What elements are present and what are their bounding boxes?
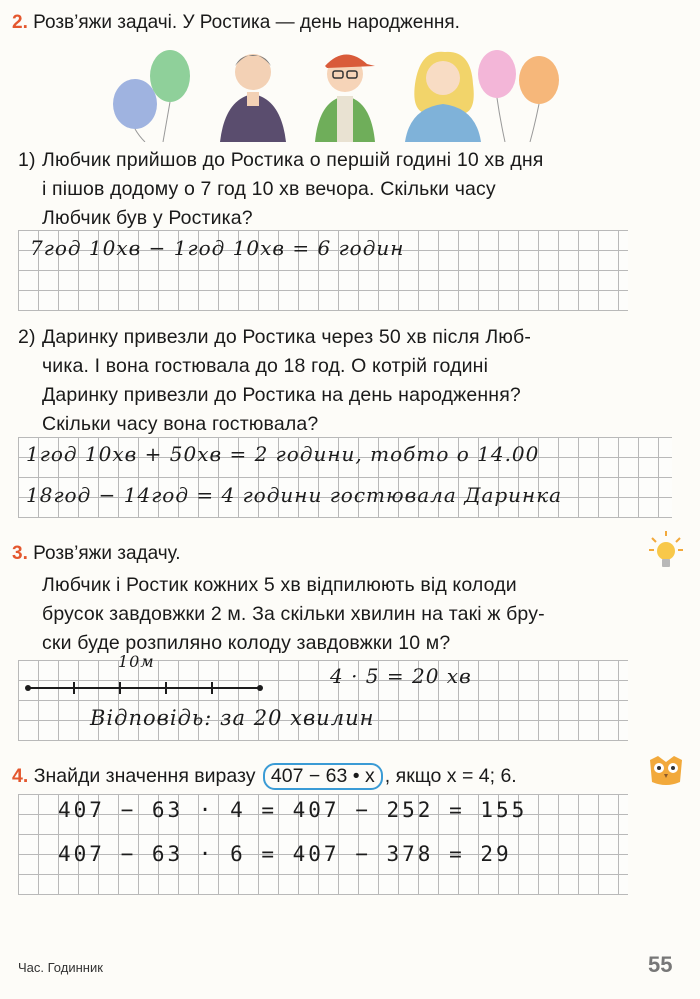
expression-box: 407 − 63 • x: [263, 763, 383, 790]
task4-heading: [12, 763, 517, 790]
sub1-label: 1): [18, 149, 36, 171]
handwritten-answer: Відповідь: за 20 хвилин: [90, 706, 375, 730]
sub1-line: Любчик прийшов до Ростика о першій годині 10 хв дня: [42, 149, 544, 171]
diagram-label: 10м: [118, 652, 155, 671]
handwritten-line: 407 − 63 · 6 = 407 − 378 = 29: [58, 842, 512, 866]
owl-icon: [646, 754, 686, 788]
handwritten-answer: 7год 10хв − 1год 10хв = 6 годин: [30, 236, 405, 260]
task2-heading: [12, 12, 460, 34]
task3-line: ски буде розпиляно колоду завдовжки 10 м?: [42, 632, 451, 654]
task2-title: Розв’яжи задачі. У Ростика — день народження.: [33, 12, 460, 33]
handwritten-answer: 1год 10хв + 50хв = 2 години, тобто о 14.00: [26, 442, 540, 466]
children-illustration: [105, 44, 575, 142]
task3-body: [42, 571, 545, 658]
sub2-line: Даринку привезли до Ростика через 50 хв після Люб-: [42, 326, 532, 348]
task4-number: 4.: [12, 765, 29, 787]
sub2-label: 2): [18, 326, 36, 348]
balloons-icon: [113, 50, 190, 142]
footer-section-title: Час. Годинник: [18, 960, 103, 975]
task3-number: 3.: [12, 543, 28, 564]
task2-sub1: [18, 146, 544, 233]
page-number: 55: [648, 952, 673, 977]
task2-sub2: [18, 323, 531, 439]
handwritten-answer: 18год − 14год = 4 години гостювала Даринка: [26, 483, 563, 507]
task3-title: Розв’яжи задачу.: [33, 543, 181, 564]
handwritten-calc: 4 · 5 = 20 хв: [330, 664, 472, 688]
task2-number: 2.: [12, 12, 28, 33]
sub2-line: Скільки часу вона гостювала?: [42, 413, 319, 435]
task3-heading: [12, 543, 181, 565]
task3-line: Любчик і Ростик кожних 5 хв відпилюють від колоди: [42, 574, 517, 596]
task4-title: Знайди значення виразу: [33, 765, 256, 787]
sub2-line: Даринку привезли до Ростика на день народження?: [42, 384, 521, 406]
sub1-line: і пішов додому о 7 год 10 хв вечора. Скільки часу: [42, 178, 496, 200]
task4-title-after: , якщо x = 4; 6.: [384, 765, 517, 787]
segment-diagram: [20, 668, 270, 704]
sub1-line: Любчик був у Ростика?: [42, 207, 253, 229]
lightbulb-icon: [648, 530, 684, 570]
task3-line: брусок завдовжки 2 м. За скільки хвилин на такі ж бру-: [42, 603, 545, 625]
sub2-line: чика. І вона гостювала до 18 год. О котрій годині: [42, 355, 489, 377]
handwritten-line: 407 − 63 · 4 = 407 − 252 = 155: [58, 798, 528, 822]
